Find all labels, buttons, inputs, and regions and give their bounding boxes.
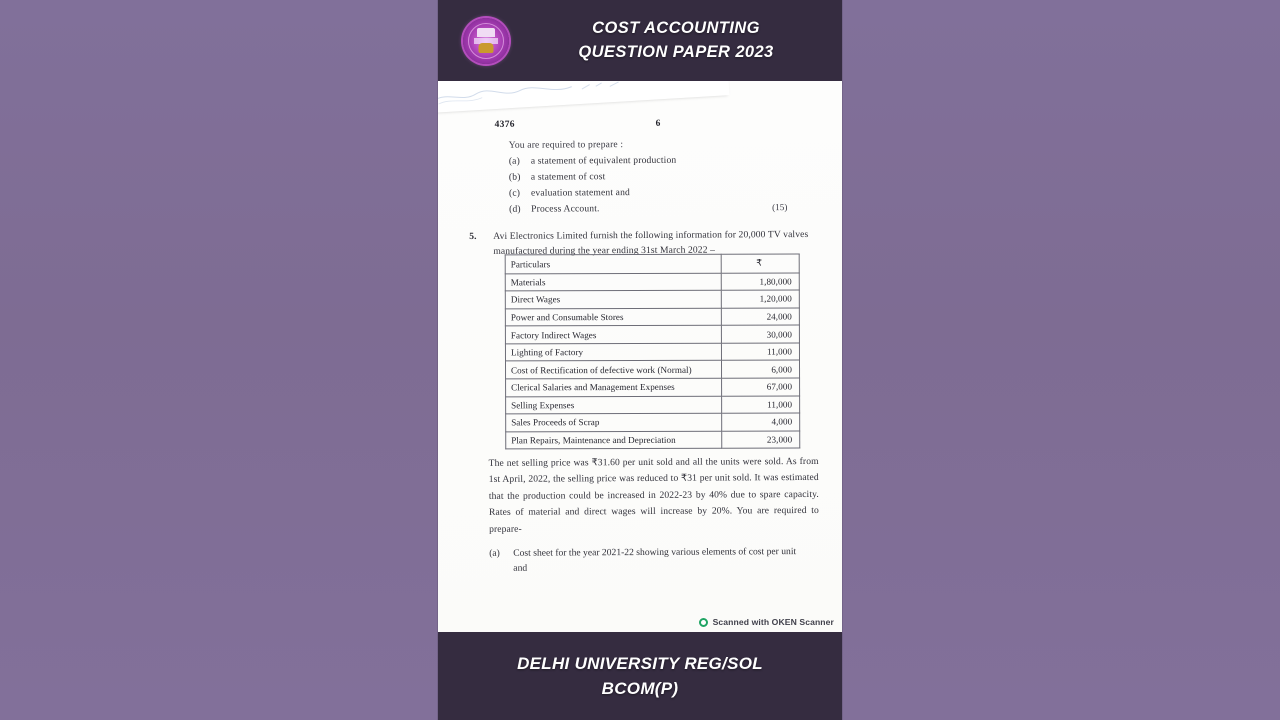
column-header-particulars: Particulars [505,254,721,273]
sub-item-c-text: evaluation statement and [530,187,631,199]
lead-instruction: You are required to prepare : [508,139,624,151]
sub-item-c-label: (c) [508,187,521,199]
oken-scanner-icon [699,618,708,627]
cell-amount: 11,000 [722,396,800,414]
table-head [505,254,799,273]
title-line-2: QUESTION PAPER 2023 [578,42,774,61]
cell-amount: 6,000 [721,360,799,378]
sub-item-d-text: Process Account. [531,203,600,215]
caption-line-2: BCOM(P) [601,679,679,698]
cell-amount: 30,000 [721,325,799,343]
title-bar [438,0,842,81]
cell-amount: 4,000 [722,413,800,431]
emblem-crest [477,28,495,37]
cell-particular: Factory Indirect Wages [505,326,721,344]
cell-amount: 11,000 [721,343,799,361]
cell-particular: Materials [505,273,721,291]
caption-block [517,651,763,702]
cell-particular: Clerical Salaries and Management Expenses [506,378,722,396]
cell-amount: 1,80,000 [721,273,799,291]
table-row [505,360,799,378]
logo-container [438,0,534,81]
column-header-amount: ₹ [721,254,799,273]
cell-particular: Sales Proceeds of Scrap [506,413,722,431]
sub-item-d-label: (d) [509,203,521,215]
table-row [505,273,799,291]
pricing-paragraph: The net selling price was ₹31.60 per unit sold and all the units were sold. As from 1st April, 2022, the selling price was reduced to ₹31 per unit sold. It was estimated that the production could be increased in 2022-23 by 40% due to spare capacity. Rates of material and direct wages will increase by 20%. You are required to prepare- [488,455,819,535]
final-requirement-a-label: (a) [489,547,500,559]
sub-item-a-label: (a) [508,155,520,167]
table-header-row [505,254,799,273]
question-5-text: Avi Electronics Limited furnish the following information for 20,000 TV valves manufactured during the year ending 31st March 2022 – [493,228,809,257]
sub-item-c [509,187,630,199]
sub-item-b [509,171,606,183]
cell-particular: Selling Expenses [506,396,722,414]
video-frame [438,0,842,720]
cell-amount: 24,000 [721,308,799,326]
cell-amount: 23,000 [722,431,800,449]
caption-bar [438,632,842,720]
cell-particular: Lighting of Factory [505,343,721,361]
delhi-university-emblem-icon [463,18,509,64]
page-number: 6 [655,118,661,129]
cell-particular: Plan Repairs, Maintenance and Depreciation [506,431,722,449]
title-line-1: COST ACCOUNTING [592,18,760,37]
title-block [534,17,842,65]
particulars-table [505,253,801,449]
table-row [505,343,799,361]
table-row [505,308,799,326]
caption-line-1: DELHI UNIVERSITY REG/SOL [517,653,763,673]
cell-particular: Direct Wages [505,290,721,308]
question-5-number: 5. [469,230,477,243]
paper-code: 4376 [494,119,515,130]
cell-amount: 67,000 [722,378,800,396]
particulars-table-wrapper [505,253,801,449]
table-row [506,378,800,396]
cell-particular: Cost of Rectification of defective work (Normal) [505,361,721,379]
scanner-watermark [699,617,834,627]
table-row [506,396,800,414]
sub-item-a [509,155,677,167]
scanner-watermark-label: Scanned with OKEN Scanner [712,617,834,627]
table-row [505,290,799,308]
table-row [506,431,800,449]
cell-particular: Power and Consumable Stores [505,308,721,326]
table-row [505,325,799,343]
sub-item-d [509,203,600,215]
sub-item-a-text: a statement of equivalent production [530,154,677,167]
cell-amount: 1,20,000 [721,290,799,308]
final-requirement-a-continuation: and [513,562,528,574]
table-row [506,413,800,431]
document-content [438,81,842,632]
marks-allocation: (15) [772,202,788,213]
final-requirement-a-text: Cost sheet for the year 2021-22 showing various elements of cost per unit [513,546,797,559]
sub-item-b-text: a statement of cost [530,171,606,183]
final-requirement-a [489,545,825,576]
scanned-document-page [438,81,842,632]
table-body [505,273,800,450]
emblem-beast [479,43,494,53]
sub-item-b-label: (b) [508,171,521,183]
